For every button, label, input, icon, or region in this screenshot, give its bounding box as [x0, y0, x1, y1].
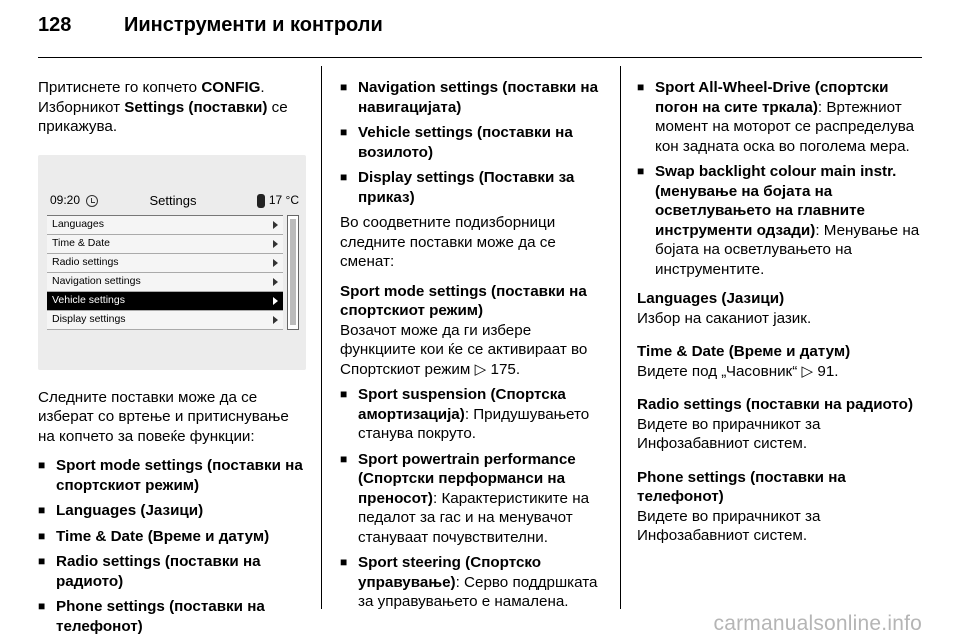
page-header: [38, 14, 383, 44]
section-text: [637, 362, 922, 382]
screen-menu-label: Vehicle settings: [52, 293, 125, 306]
chevron-right-icon: [273, 240, 278, 248]
list-item: [38, 527, 306, 547]
list-item-label: Radio settings (поставки на радиото): [56, 553, 261, 590]
intro-text: Притиснете го копчето: [38, 79, 202, 96]
chevron-right-icon: [273, 278, 278, 286]
section-text: [637, 309, 922, 329]
sport-options-list: [637, 78, 922, 279]
settings-section: [637, 289, 922, 328]
settings-section: [637, 395, 922, 454]
list-item-label: Navigation settings (поставки на навигацијата): [358, 79, 599, 116]
config-button-label: CONFIG: [201, 79, 261, 96]
list-item: [38, 597, 306, 636]
option-name: Swap backlight colour main instr. (менување на бојата на осветлувањето на главните инструменти одзади): [655, 163, 897, 239]
list-item-label: Display settings (Поставки за приказ): [358, 169, 575, 206]
section-desc: Видете во прирачникот за Инфозабавниот систем.: [637, 415, 821, 452]
option-description: : Карактеристиките на педалот за гас и на менувачот стануваат почувствителни.: [358, 489, 590, 546]
list-item-label: Sport mode settings (поставки на спортскиот режим): [56, 457, 303, 494]
column-1: [38, 78, 306, 642]
list-item: [340, 553, 608, 612]
sport-options-list: [340, 385, 608, 612]
list-item-label: Languages (Јазици): [56, 502, 204, 519]
thermometer-icon: [257, 194, 265, 208]
option-name: Sport suspension (Спортска амортизација): [358, 386, 566, 423]
section-text: [637, 415, 922, 454]
screen-menu-label: Languages: [52, 217, 104, 230]
page-number: 128: [38, 14, 72, 36]
option-description: : Вртежниот момент на моторот се распределува кон задната оска во поголема мера.: [655, 98, 915, 155]
screen-time: 09:20: [50, 192, 81, 207]
submenu-paragraph: Во соодветните подизборници следните поставки може да се сменат:: [340, 214, 556, 270]
column-divider: [321, 66, 322, 609]
column-2: [340, 78, 608, 618]
list-item-label: Vehicle settings (поставки на возилото): [358, 124, 573, 161]
list-item: [637, 162, 922, 279]
screen-menu-item: [47, 273, 283, 292]
chevron-right-icon: [273, 221, 278, 229]
option-name: Sport powertrain performance (Спортски перформанси на преносот): [358, 450, 576, 507]
list-item-label: Time & Date (Време и датум): [56, 527, 270, 545]
option-name: Sport steering (Спортско управување): [358, 554, 542, 591]
sport-mode-desc: Возачот може да ги избере функциите кои ќе се активираат во Спортскиот режим: [340, 321, 588, 378]
option-description: : Придушувањето станува покруто.: [358, 405, 590, 442]
screen-menu-label: Radio settings: [52, 255, 119, 268]
page-ref-arrow-icon: ▷: [474, 360, 487, 378]
list-item: [38, 501, 306, 521]
section-text: [637, 507, 922, 546]
list-item: [38, 456, 306, 495]
option-name: Sport All-Wheel-Drive (спортски погон на сите тркала): [655, 79, 889, 116]
list-item: [340, 385, 608, 444]
section-desc: Видете во прирачникот за Инфозабавниот систем.: [637, 507, 821, 544]
screen-menu-label: Time & Date: [52, 236, 110, 249]
section-desc: Избор на саканиот јазик.: [637, 309, 812, 327]
function-list: [38, 456, 306, 636]
screen-temperature: [257, 191, 299, 211]
sport-mode-text: [340, 321, 608, 380]
settings-screen-image: [38, 155, 306, 370]
settings-sections: [637, 289, 922, 546]
screen-status-bar: [47, 189, 299, 213]
column-divider: [620, 66, 621, 609]
screen-scrollbar: [287, 215, 299, 330]
screen-menu-item: [47, 235, 283, 254]
intro-text: Изборникот: [38, 98, 125, 116]
sport-mode-heading: Sport mode settings (поставки на спортскиот режим): [340, 282, 587, 319]
intro-paragraph: [38, 78, 306, 137]
section-desc: Видете под „Часовник“: [637, 362, 802, 380]
intro-text: .: [260, 79, 265, 96]
list-item: [340, 123, 608, 162]
screen-menu-item: [47, 254, 283, 273]
list-item: [340, 78, 608, 117]
page-reference: 91.: [817, 362, 839, 380]
settings-section: [637, 342, 922, 381]
section-heading: Radio settings (поставки на радиото): [637, 396, 913, 413]
screen-menu-label: Navigation settings: [52, 274, 141, 287]
settings-menu-label: Settings (поставки): [124, 98, 268, 116]
list-item: [340, 450, 608, 548]
screen-menu-item: [47, 311, 283, 330]
screen-menu-item: [47, 216, 283, 235]
settings-section: [637, 468, 922, 546]
chevron-right-icon: [273, 259, 278, 267]
function-list: [340, 78, 608, 207]
chevron-right-icon: [273, 297, 278, 305]
description-paragraph: Следните поставки може да се изберат со вртење и притиснување на копчето за повеќе функции:: [38, 388, 289, 445]
option-description: : Серво поддршката за управувањето е намалена.: [358, 573, 598, 610]
list-item: [637, 78, 922, 156]
column-3: [637, 78, 922, 560]
page-reference: 175.: [490, 360, 521, 378]
section-heading: Time & Date (Време и датум): [637, 343, 851, 360]
screen-menu-list: [47, 215, 283, 330]
page-title: Иинструменти и контроли: [124, 14, 383, 36]
scrollbar-thumb: [290, 219, 296, 325]
screen-menu-label: Display settings: [52, 312, 126, 325]
option-description: : Менување на бојата на осветлувањето на инструментите.: [655, 221, 920, 278]
list-item-label: Phone settings (поставки на телефонот): [56, 598, 265, 635]
chevron-right-icon: [273, 316, 278, 324]
section-heading: Phone settings (поставки на телефонот): [637, 468, 846, 505]
screen-menu-item: [47, 292, 283, 311]
section-heading: Languages (Јазици): [637, 290, 785, 307]
list-item: [38, 552, 306, 591]
list-item: [340, 168, 608, 207]
header-divider: [38, 57, 922, 58]
page-ref-arrow-icon: ▷: [801, 362, 818, 380]
temperature-value: 17 °C: [268, 192, 299, 207]
watermark: carmanualsonline.info: [713, 612, 922, 635]
screen-title: Settings: [149, 192, 197, 208]
intro-text: се прикажува.: [38, 98, 288, 135]
